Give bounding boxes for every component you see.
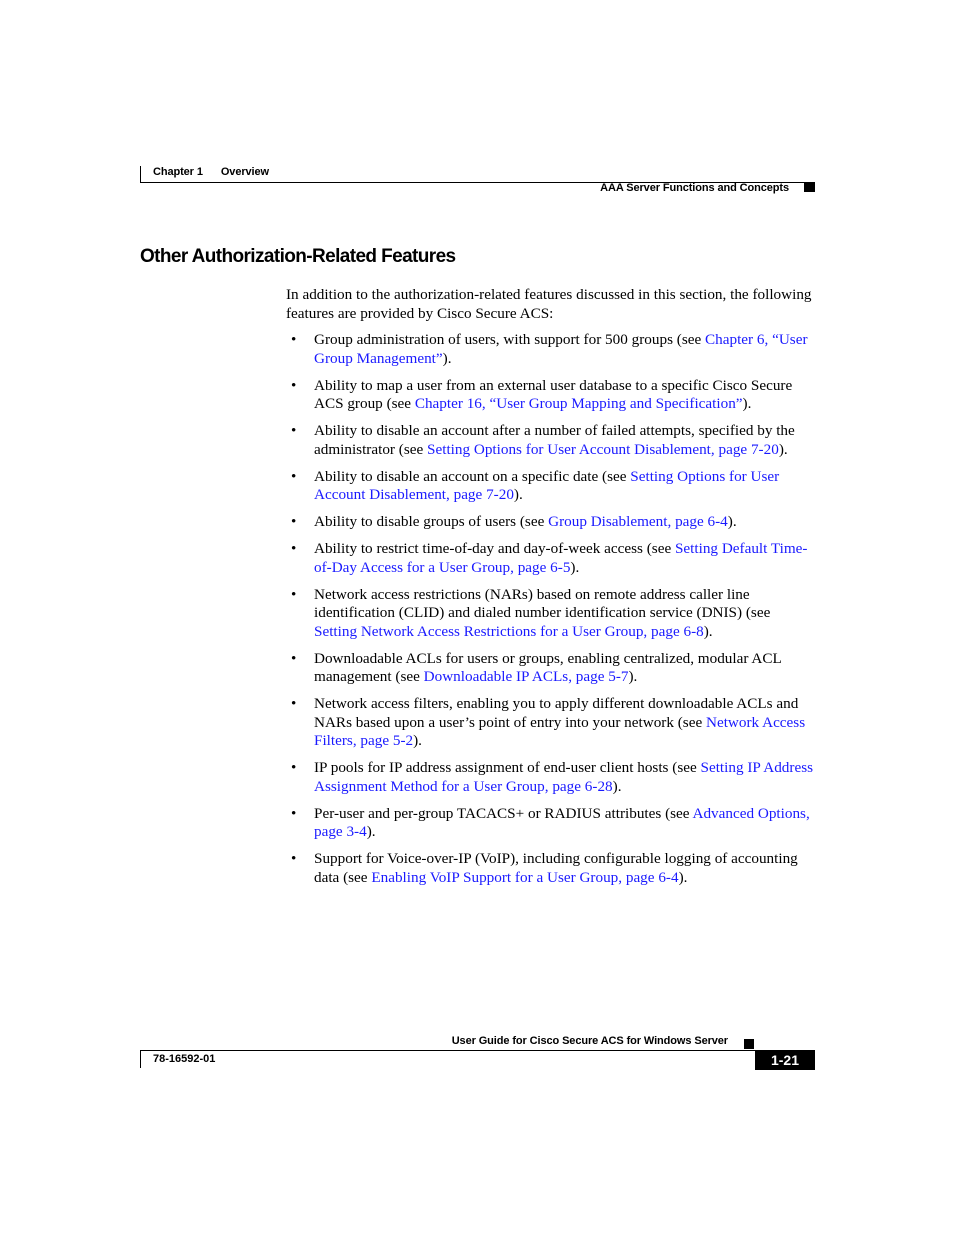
list-item: • Network access filters, enabling you to apply different downloadable ACLs and NARs based upon a user’s point of entry into your network (see Network Access Filters, page 5-2). [286, 695, 816, 751]
intro-paragraph: In addition to the authorization-related features discussed in this section, the following features are provided by Cisco Secure ACS: [286, 286, 812, 322]
footer-rule [140, 1050, 814, 1051]
footer-square-marker [744, 1039, 754, 1049]
cross-reference-link[interactable]: Chapter 6, “User Group Management” [314, 331, 808, 367]
section-title: Other Authorization-Related Features [140, 246, 456, 267]
list-item: • Ability to restrict time-of-day and day-of-week access (see Setting Default Time-of-Day Access for a User Group, page 6-5). [286, 540, 816, 577]
footer-guide-title: User Guide for Cisco Secure ACS for Windows Server [451, 1035, 728, 1047]
list-item: • Downloadable ACLs for users or groups, enabling centralized, modular ACL management (see Downloadable IP ACLs, page 5-7). [286, 650, 816, 687]
footer-doc-number: 78-16592-01 [153, 1053, 216, 1065]
list-item: • IP pools for IP address assignment of end-user client hosts (see Setting IP Address Assignment Method for a User Group, page 6-28). [286, 759, 816, 796]
cross-reference-link[interactable]: Advanced Options, page 3-4 [314, 804, 810, 840]
cross-reference-link[interactable]: Setting Default Time-of-Day Access for a User Group, page 6-5 [314, 540, 808, 576]
page-number: 1-21 [755, 1050, 815, 1070]
running-header-chapter [153, 166, 269, 178]
chapter-label: Chapter 1 [153, 166, 203, 178]
header-rule-tick [140, 166, 141, 183]
feature-list [286, 331, 816, 896]
list-item: • Network access restrictions (NARs) based on remote address caller line identification (CLID) and dialed number identification service (DNIS) (see Setting Network Access Restrictions for a User Group, page 6-8). [286, 586, 816, 642]
cross-reference-link[interactable]: Setting IP Address Assignment Method for a User Group, page 6-28 [314, 759, 814, 795]
list-item: • Ability to disable an account after a number of failed attempts, specified by the administrator (see Setting Options for User Account Disablement, page 7-20). [286, 422, 816, 459]
cross-reference-link[interactable]: Group Disablement, page 6-4 [548, 513, 728, 530]
cross-reference-link[interactable]: Setting Options for User Account Disablement, page 7-20 [427, 440, 779, 458]
cross-reference-link[interactable]: Downloadable IP ACLs, page 5-7 [423, 668, 629, 685]
cross-reference-link[interactable]: Setting Network Access Restrictions for a User Group, page 6-8 [314, 622, 704, 640]
footer-rule-tick [140, 1050, 141, 1068]
list-item: • Ability to map a user from an external user database to a specific Cisco Secure ACS group (see Chapter 16, “User Group Mapping and Specification”). [286, 377, 816, 414]
cross-reference-link[interactable]: Setting Options for User Account Disablement, page 7-20 [314, 467, 780, 503]
running-header-section: AAA Server Functions and Concepts [600, 182, 789, 194]
header-square-marker [804, 182, 815, 192]
list-item: • Group administration of users, with support for 500 groups (see Chapter 6, “User Group Management”). [286, 331, 816, 368]
cross-reference-link[interactable]: Chapter 16, “User Group Mapping and Specification” [414, 395, 743, 412]
list-item: • Support for Voice-over-IP (VoIP), including configurable logging of accounting data (see Enabling VoIP Support for a User Group, page 6-4). [286, 850, 816, 887]
cross-reference-link[interactable]: Network Access Filters, page 5-2 [314, 713, 806, 749]
list-item: • Per-user and per-group TACACS+ or RADIUS attributes (see Advanced Options, page 3-4). [286, 805, 816, 842]
list-item: • Ability to disable groups of users (see Group Disablement, page 6-4). [286, 513, 816, 532]
list-item: • Ability to disable an account on a specific date (see Setting Options for User Account Disablement, page 7-20). [286, 468, 816, 505]
chapter-title: Overview [220, 166, 269, 178]
cross-reference-link[interactable]: Enabling VoIP Support for a User Group, page 6-4 [371, 868, 679, 886]
